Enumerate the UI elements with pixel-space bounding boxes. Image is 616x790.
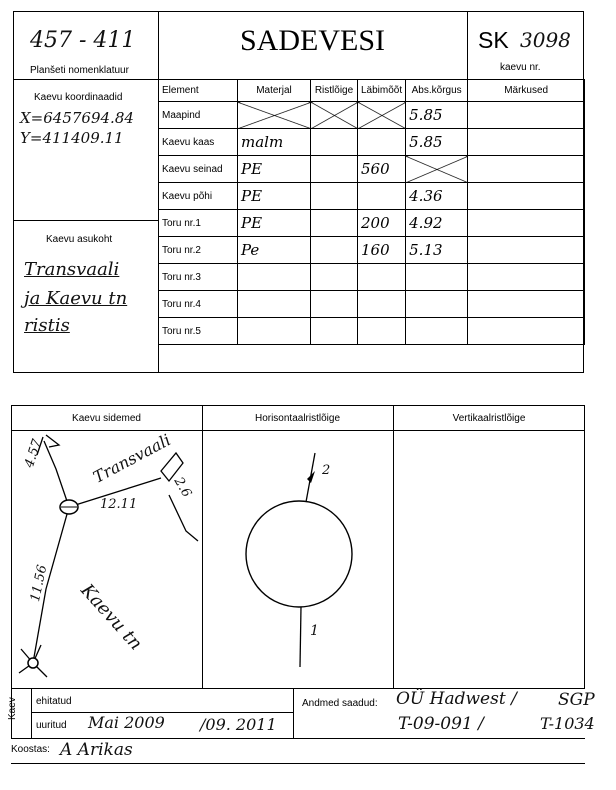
row-ristloige (311, 129, 358, 156)
table-row (159, 210, 585, 237)
table-row (159, 264, 585, 291)
table-row (159, 129, 585, 156)
coordinates-label: Kaevu koordinaadid (34, 92, 123, 103)
row-abs (406, 156, 468, 183)
horizontal-section-drawing (203, 431, 393, 689)
andmed-value-1: OÜ Hadwest / (396, 689, 517, 709)
coordinate-x: X=6457694.84 (20, 109, 134, 127)
sketch-divider-2 (393, 405, 394, 689)
table-row (159, 102, 585, 129)
row-element: Toru nr.2 (159, 237, 238, 264)
row-element: Toru nr.1 (159, 210, 238, 237)
row-element: Kaevu kaas (159, 129, 238, 156)
andmed-value-2: T-09-091 / (398, 714, 484, 734)
dimension-label-4: 11.56 (28, 563, 51, 604)
row-abs (406, 291, 468, 318)
uuritud-value: Mai 2009 (88, 713, 165, 732)
header-abs-korgus: Abs.kõrgus (406, 80, 468, 102)
andmed-value-3: SGP (558, 690, 595, 710)
row-element: Maapind (159, 102, 238, 129)
pipe-1-label: 1 (310, 623, 319, 639)
row-abs (406, 264, 468, 291)
row-materjal: Pe (238, 237, 311, 264)
row-labimoot (358, 183, 406, 210)
row-materjal: PE (238, 210, 311, 237)
row-abs: 5.13 (406, 237, 468, 264)
row-labimoot (358, 318, 406, 345)
dimension-label-2: 12.11 (100, 497, 138, 512)
row-markused (468, 264, 585, 291)
well-circle (246, 501, 352, 607)
section-label-horizontal: Horisontaalristlõige (254, 413, 341, 424)
row-ristloige (311, 291, 358, 318)
ehitatud-label: ehitatud (36, 696, 72, 707)
row-materjal (238, 102, 311, 129)
footer-bottom-line (11, 738, 293, 739)
row-markused (468, 102, 585, 129)
dimension-line (169, 495, 198, 541)
row-ristloige (311, 318, 358, 345)
row-ristloige (311, 156, 358, 183)
andmed-label: Andmed saadud: (302, 698, 378, 709)
row-ristloige (311, 237, 358, 264)
table-row (159, 318, 585, 345)
table-row (159, 237, 585, 264)
section-label-vertical: Vertikaalristlõige (452, 413, 526, 424)
koostas-label: Koostas: (11, 744, 50, 755)
koostas-line (11, 763, 585, 764)
row-element: Kaevu seinad (159, 156, 238, 183)
nomenclature-label: Planšeti nomenklatuur (30, 65, 129, 76)
row-materjal: PE (238, 156, 311, 183)
location-line-2: ja Kaevu tn (24, 288, 128, 309)
row-markused (468, 183, 585, 210)
downstream-well-symbol (28, 658, 38, 668)
row-materjal: malm (238, 129, 311, 156)
footer-mid-divider (293, 689, 294, 738)
document-title: SADEVESI (239, 24, 385, 57)
row-markused (468, 210, 585, 237)
street-label-kaevu: Kaevu tn (76, 580, 147, 655)
sk-label: kaevu nr. (500, 62, 541, 73)
row-materjal (238, 318, 311, 345)
footer-line-2 (31, 689, 32, 738)
table-header-row (159, 80, 585, 102)
header-divider (13, 79, 158, 80)
row-element: Kaevu põhi (159, 183, 238, 210)
pipe-2-label: 2 (322, 463, 331, 478)
andmed-value-4: T-1034 (540, 714, 595, 733)
dimension-label-3: 2.6 (170, 474, 195, 501)
location-line-1: Transvaali (24, 259, 120, 280)
table-row (159, 291, 585, 318)
row-markused (468, 318, 585, 345)
row-abs (406, 318, 468, 345)
header-element: Element (159, 80, 238, 102)
row-labimoot: 560 (358, 156, 406, 183)
header-ristloige: Ristlõige (311, 80, 358, 102)
row-markused (468, 156, 585, 183)
sk-divider (467, 11, 468, 79)
koostas-value: A Arikas (60, 740, 133, 760)
location-line-3: ristis (24, 315, 70, 336)
kaev-label: Kaev (7, 697, 18, 720)
row-markused (468, 237, 585, 264)
row-labimoot (358, 129, 406, 156)
row-ristloige (311, 183, 358, 210)
row-labimoot (358, 291, 406, 318)
row-ristloige (311, 210, 358, 237)
footer-right-bottom-line (293, 738, 585, 739)
row-abs: 4.36 (406, 183, 468, 210)
row-markused (468, 291, 585, 318)
header-markused: Märkused (468, 80, 585, 102)
location-label: Kaevu asukoht (46, 234, 113, 245)
row-labimoot (358, 102, 406, 129)
sk-prefix: SK (478, 27, 509, 53)
left-section-divider (13, 220, 158, 221)
row-ristloige (311, 102, 358, 129)
row-ristloige (311, 264, 358, 291)
row-markused (468, 129, 585, 156)
header-labimoot: Läbimõõt (358, 80, 406, 102)
row-abs: 4.92 (406, 210, 468, 237)
pipe-1-line (300, 607, 301, 667)
nomenclature-value: 457 - 411 (30, 28, 136, 53)
row-element: Toru nr.3 (159, 264, 238, 291)
sk-number: 3098 (520, 28, 571, 52)
row-labimoot: 160 (358, 237, 406, 264)
street-label-transvaali: Transvaali (90, 430, 174, 487)
table-row (159, 156, 585, 183)
section-label-connections: Kaevu sidemed (72, 413, 141, 424)
row-labimoot (358, 264, 406, 291)
element-table (158, 79, 585, 345)
header-materjal: Materjal (238, 80, 311, 102)
uuritud-label: uuritud (36, 720, 67, 731)
row-abs: 5.85 (406, 102, 468, 129)
row-materjal (238, 291, 311, 318)
table-row (159, 183, 585, 210)
coordinate-y: Y=411409.11 (20, 129, 124, 147)
row-labimoot: 200 (358, 210, 406, 237)
row-element: Toru nr.5 (159, 318, 238, 345)
uuritud-value-2: /09. 2011 (200, 715, 277, 734)
row-materjal (238, 264, 311, 291)
row-element: Toru nr.4 (159, 291, 238, 318)
dimension-label-1: 4.57 (22, 437, 46, 470)
row-abs: 5.85 (406, 129, 468, 156)
pipe-line-north (44, 441, 69, 507)
row-materjal: PE (238, 183, 311, 210)
